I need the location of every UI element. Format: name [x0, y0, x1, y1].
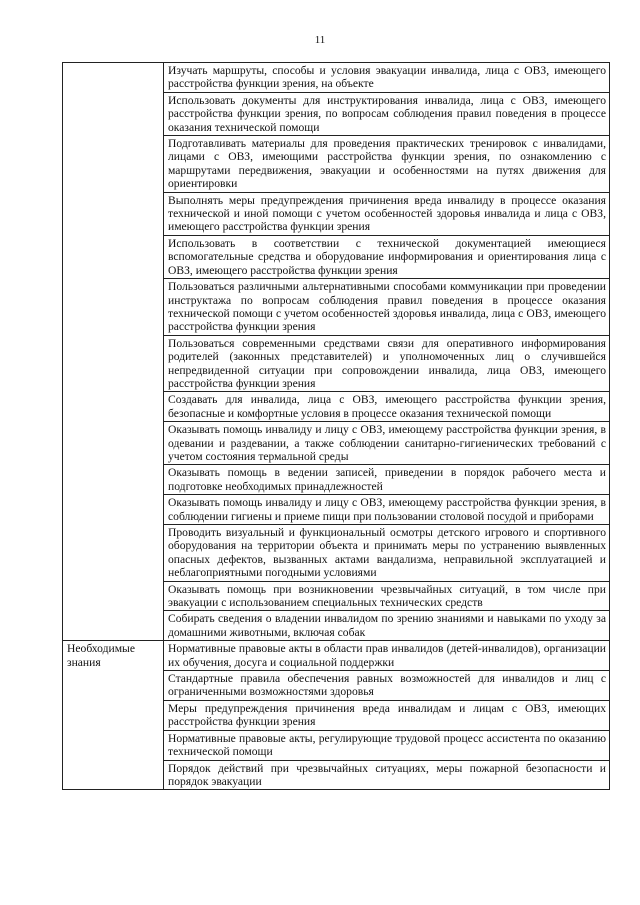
skill-cell: Выполнять меры предупреждения причинения вреда инвалиду в процессе оказания технической и иной помощи с учетом особенностей здоровья инвалида и лица с ОВЗ, имеющего расстройства функции зрения	[164, 192, 610, 235]
skill-cell: Проводить визуальный и функциональный осмотры детского игрового и спортивного оборудования на территории объекта и принимать меры по устранению выявленных опасных дефектов, вызванных актами вандализма, неправильной эксплуатацией и неблагоприятными погодными условиями	[164, 525, 610, 582]
page-number: 11	[314, 34, 326, 46]
skill-cell: Собирать сведения о владении инвалидом по зрению знаниями и навыками по уходу за домашними животными, включая собак	[164, 611, 610, 641]
skill-cell: Использовать документы для инструктирования инвалида, лица с ОВЗ, имеющего расстройства функции зрения, по вопросам соблюдения правил поведения в процессе оказания технической помощи	[164, 92, 610, 135]
skill-cell: Использовать в соответствии с технической документацией имеющиеся вспомогательные средства и оборудование информирования и ориентирования лица с ОВЗ, имеющего расстройства функции зрения	[164, 235, 610, 278]
knowledge-cell: Нормативные правовые акты, регулирующие трудовой процесс ассистента по оказанию технической помощи	[164, 730, 610, 760]
skills-label-cell	[63, 63, 164, 641]
skill-cell: Оказывать помощь в ведении записей, приведении в порядок рабочего места и подготовке необходимых принадлежностей	[164, 465, 610, 495]
skill-cell: Подготавливать материалы для проведения практических тренировок с инвалидами, лицами с ОВЗ, имеющими расстройства функции зрения, по ознакомлению с маршрутами передвижения, эвакуации и особенностями на путях движения для ориентировки	[164, 136, 610, 193]
table-row	[63, 641, 610, 671]
skill-cell: Оказывать помощь инвалиду и лицу с ОВЗ, имеющему расстройства функции зрения, в соблюдении гигиены и приеме пищи при пользовании столовой посудой и приборами	[164, 495, 610, 525]
knowledge-label-cell: Необходимые знания	[63, 641, 164, 790]
knowledge-cell: Нормативные правовые акты в области прав инвалидов (детей-инвалидов), организации их обучения, досуга и социальной поддержки	[164, 641, 610, 671]
skill-cell: Пользоваться современными средствами связи для оперативного информирования родителей (законных представителей) и уполномоченных лиц о случившейся непредвиденной ситуации при сопровождении инвалида, лица ОВЗ, имеющего расстройства функции зрения	[164, 335, 610, 392]
table-row	[63, 63, 610, 93]
skill-cell: Оказывать помощь инвалиду и лицу с ОВЗ, имеющему расстройства функции зрения, в одевании и раздевании, а также соблюдении санитарно-гигиенических требований с учетом состояния термальной среды	[164, 422, 610, 465]
skill-cell: Изучать маршруты, способы и условия эвакуации инвалида, лица с ОВЗ, имеющего расстройства функции зрения, на объекте	[164, 63, 610, 93]
skill-cell: Оказывать помощь при возникновении чрезвычайных ситуаций, в том числе при эвакуации с использованием специальных технических средств	[164, 581, 610, 611]
knowledge-cell: Стандартные правила обеспечения равных возможностей для инвалидов и лиц с ограниченными возможностями здоровья	[164, 671, 610, 701]
competency-table	[62, 62, 610, 790]
skill-cell: Создавать для инвалида, лица с ОВЗ, имеющего расстройства функции зрения, безопасные и комфортные условия в процессе оказания технической помощи	[164, 392, 610, 422]
skill-cell: Пользоваться различными альтернативными способами коммуникации при проведении инструктажа по вопросам соблюдения правил поведения в процессе оказания технической помощи с учетом особенностей здоровья инвалида, лица с ОВЗ, имеющего расстройства функции зрения	[164, 279, 610, 336]
knowledge-cell: Меры предупреждения причинения вреда инвалидам и лицам с ОВЗ, имеющих расстройства функции зрения	[164, 700, 610, 730]
knowledge-cell: Порядок действий при чрезвычайных ситуациях, меры пожарной безопасности и порядок эвакуации	[164, 760, 610, 790]
